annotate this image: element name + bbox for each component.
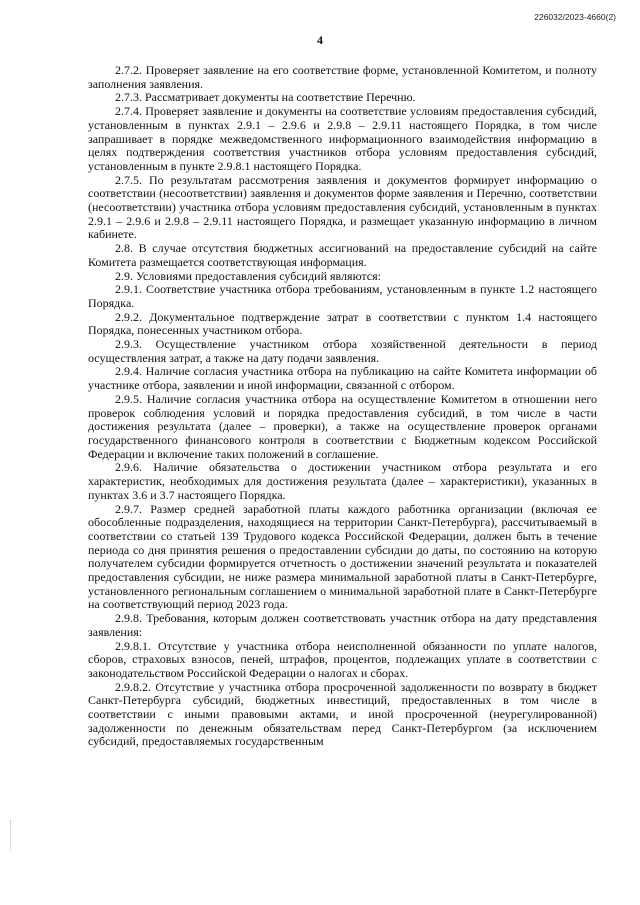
document-registration-number: 226032/2023-4660(2) (534, 12, 616, 22)
paragraph-2-9-8-2: 2.9.8.2. Отсутствие у участника отбора просроченной задолженности по возврату в бюджет Санкт-Петербурга субсидий, бюджетных инвестиций, предоставленных в том числе в соответствии с иными правовыми актами, и иной просроченной (неурегулированной) задолженности по денежным обязательствам перед Санкт-Петербургом (за исключением субсидий, предоставляемых государственным (88, 679, 597, 749)
paragraph-2-9-2: 2.9.2. Документальное подтверждение затрат в соответствии с пунктом 1.4 настоящего Порядка, понесенных участником отбора. (88, 309, 597, 338)
document-body (88, 64, 597, 749)
paragraph-2-9-5: 2.9.5. Наличие согласия участника отбора на осуществление Комитетом в отношении него проверок соблюдения условий и порядка предоставления субсидий, в том числе в части достижения результата (далее – проверки), а также на осуществление проверок органами государственного финансового контроля в соответствии с Бюджетным кодексом Российской Федерации и включение таких положений в соглашение. (88, 391, 597, 461)
paragraph-2-9-4: 2.9.4. Наличие согласия участника отбора на публикацию на сайте Комитета информации об участнике отбора, заявлении и иной информации, связанной с отбором. (88, 364, 597, 393)
paragraph-2-7-2: 2.7.2. Проверяет заявление на его соответствие форме, установленной Комитетом, и полноту заполнения заявления. (88, 63, 597, 91)
paragraph-2-7-4: 2.7.4. Проверяет заявление и документы на соответствие условиям предоставления субсидий, установленным в пунктах 2.9.1 – 2.9.6 и 2.9.8 – 2.9.11 настоящего Порядка, в том числе запрашивает в порядке межведомственного информационного взаимодействия информацию в целях подтверждения соответствия участников отбора условиям предоставления субсидий, установленным в пункте 2.9.8.1 настоящего Порядка. (88, 104, 597, 173)
page-number: 4 (317, 33, 323, 47)
paragraph-2-9-8: 2.9.8. Требования, которым должен соответствовать участник отбора на дату представления заявления: (88, 611, 597, 639)
paragraph-2-9: 2.9. Условиями предоставления субсидий являются: (115, 268, 381, 283)
paragraph-2-9-8-1: 2.9.8.1. Отсутствие у участника отбора неисполненной обязанности по уплате налогов, сборов, страховых взносов, пеней, штрафов, процентов, подлежащих уплате в соответствии с законодательством Российской Федерации о налогах и сборах. (88, 638, 597, 680)
paragraph-2-9-3: 2.9.3. Осуществление участником отбора хозяйственной деятельности в период осуществления затрат, а также на дату подачи заявления. (88, 337, 597, 365)
paragraph-2-8: 2.8. В случае отсутствия бюджетных ассигнований на предоставление субсидий на сайте Комитета размещается соответствующая информация. (88, 241, 597, 269)
paragraph-2-7-3: 2.7.3. Рассматривает документы на соответствие Перечню. (115, 90, 416, 105)
paragraph-2-7-5: 2.7.5. По результатам рассмотрения заявления и документов формирует информацию о соответствии (несоответствии) заявления и документов форме заявления и Перечню, соответствии (несоответствии) участника отбора условиям предоставления субсидий, установленным в пунктах 2.9.1 – 2.9.6 и 2.9.8 – 2.9.11 настоящего Порядка, и размещает указанную информацию в личном кабинете. (88, 172, 597, 242)
paragraph-2-9-7: 2.9.7. Размер средней заработной платы каждого работника организации (включая ее обособленные подразделения, находящиеся на территории Санкт-Петербурга), рассчитываемый в соответствии со статьей 139 Трудового кодекса Российской Федерации, должен быть в течение периода со дня принятия решения о предоставлении субсидии до даты, по состоянию на которую получателем субсидии формируется отчетность о достижении значений результата и показателей предоставления субсидии, не ниже размера минимальной заработной платы в Санкт-Петербурге, установленного региональным соглашением о минимальной заработной плате в Санкт-Петербурге на соответствующий период 2023 года. (88, 501, 597, 612)
paragraph-2-9-1: 2.9.1. Соответствие участника отбора требованиям, установленным в пункте 1.2 настоящего Порядка. (88, 282, 597, 310)
scan-margin-mark (10, 820, 12, 850)
paragraph-2-9-6: 2.9.6. Наличие обязательства о достижении участником отбора результата и его характеристик, необходимых для достижения результата (далее – характеристики), указанных в пунктах 3.6 и 3.7 настоящего Порядка. (88, 460, 597, 502)
